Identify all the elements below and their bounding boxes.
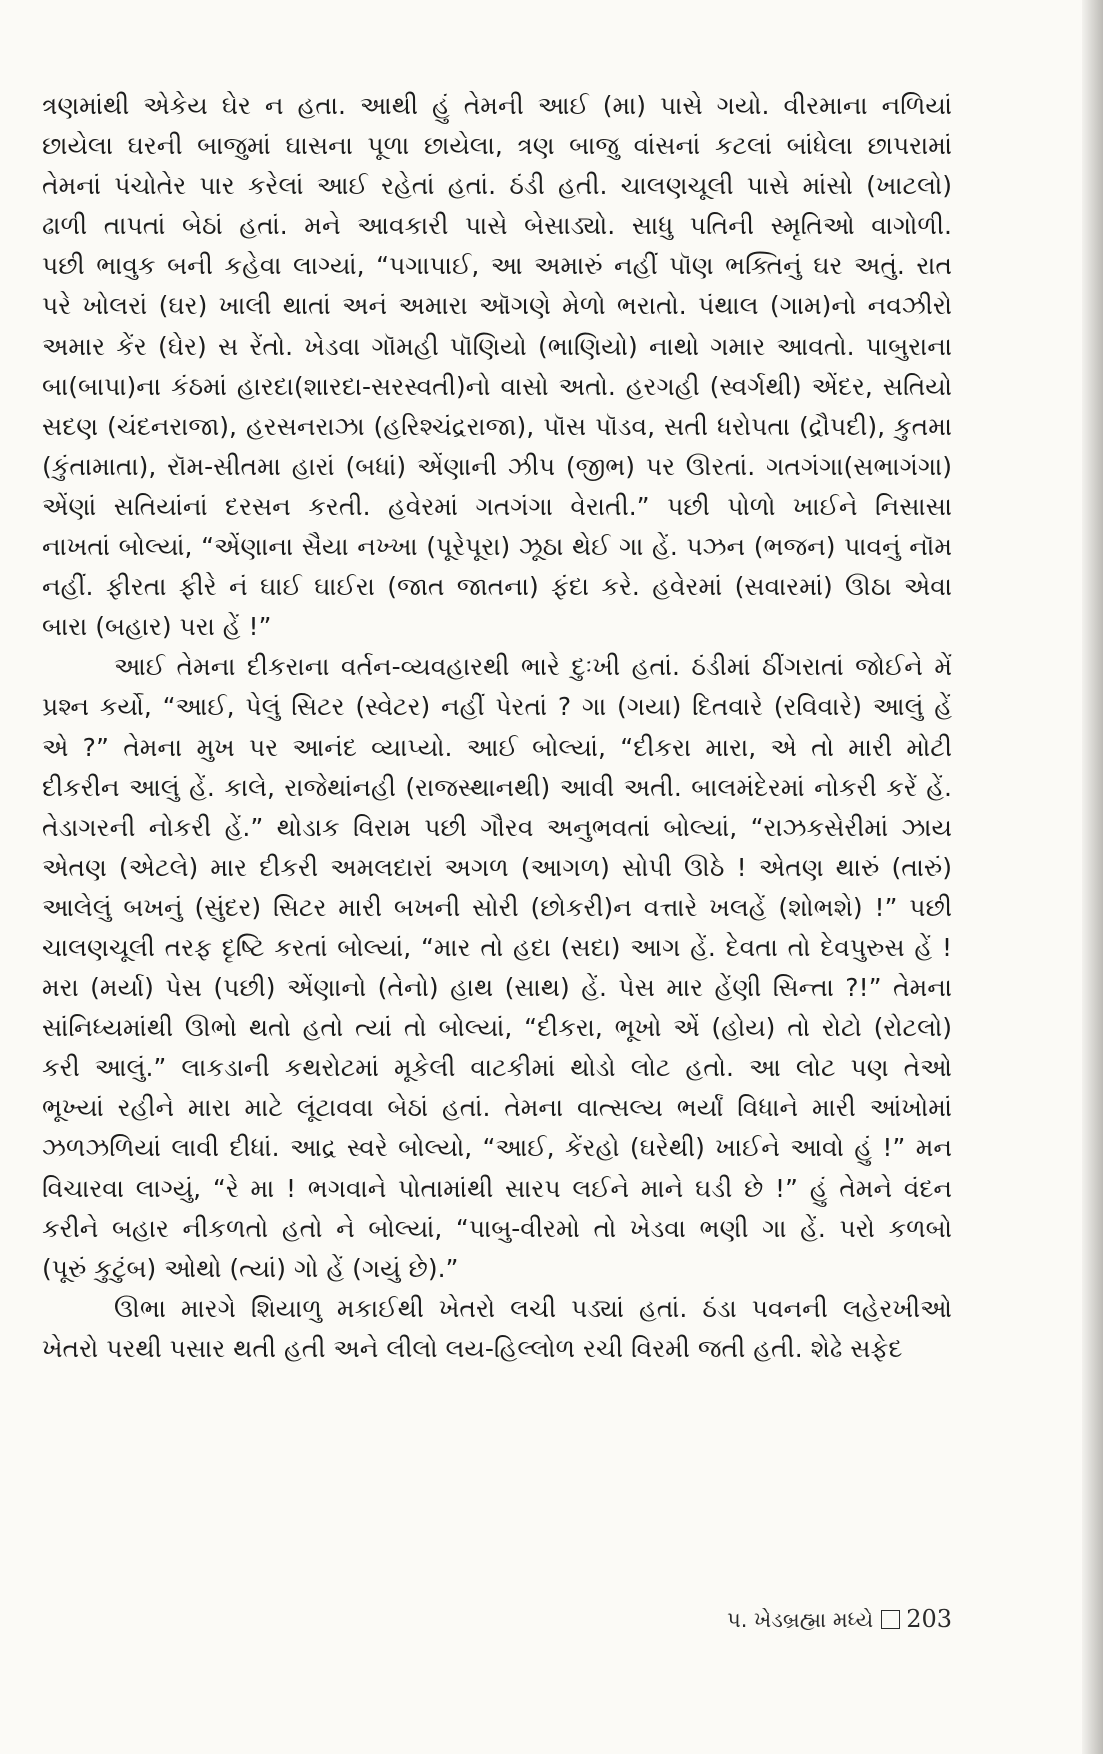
page-edge-shadow: [1082, 0, 1103, 1754]
text-line: આલેલું બખનું (સુંદર) સિટર મારી બખની સોરી (છોકરી)ન વત્તારે ખલહેં (શોભશે) !” પછી: [42, 892, 952, 922]
text-line: મરા (મર્યા) પેસ (પછી) એંણાનો (તેનો) હાથ (સાથ) હેં. પેસ માર હેંણી સિન્તા ?!” તેમના: [42, 973, 952, 1003]
text-line: સાંનિધ્યમાંથી ઊભો થતો હતો ત્યાં તો બોલ્યાં, “દીકરા, ભૂખો એં (હોય) તો રોટો (રોટલો): [42, 1013, 952, 1043]
text-line: એ ?” તેમના મુખ પર આનંદ વ્યાપ્યો. આઈ બોલ્યાં, “દીકરા મારા, એ તો મારી મોટી: [42, 732, 952, 762]
paragraph: [42, 86, 952, 647]
text-line: કરી આલું.” લાકડાની કથરોટમાં મૂકેલી વાટકીમાં થોડો લોટ હતો. આ લોટ પણ તેઓ: [42, 1053, 952, 1083]
text-line: ત્રણમાંથી એકેય ઘેર ન હતા. આથી હું તેમની આઈ (મા) પાસે ગયો. વીરમાના નળિયાં: [42, 91, 952, 120]
running-title: પ. ખેડબ્રહ્મા મધ્યે: [727, 1608, 874, 1632]
text-line: દીકરીન આલું હેં. કાલે, રાજેથાંનહી (રાજસ્થાનથી) આવી અતી. બાલમંદેરમાં નોકરી કરેં હેં.: [42, 772, 952, 802]
text-line: નહીં. ફીરતા ફીરે નં ઘાઈ ઘાઈરા (જાત જાતના) ફંદા કરે. હવેરમાં (સવારમાં) ઊઠા એવા: [42, 572, 952, 602]
separator-box-icon: [881, 1610, 900, 1629]
text-line: એંણાં સતિયાંનાં દરસન કરતી. હવેરમાં ગતગંગા વેરાતી.” પછી પોળો ખાઈને નિસાસા: [42, 491, 952, 521]
text-line: અમાર કેંર (ઘેર) સ રેંતો. ખેડવા ગૉમહી પૉણિયો (ભાણિયો) નાથો ગમાર આવતો. પાબુરાના: [42, 331, 952, 361]
text-line: (કુંતામાતા), રૉમ-સીતમા હારાં (બધાં) એંણાની ઝીપ (જીભ) પર ઊરતાં. ગતગંગા(સભાગંગા): [42, 451, 952, 481]
text-line: આઈ તેમના દીકરાના વર્તન-વ્યવહારથી ભારે દુઃખી હતાં. ઠંડીમાં ઠીંગરાતાં જોઈને મેં: [114, 652, 952, 682]
text-line: પરે ખોલરાં (ઘર) ખાલી થાતાં અનં અમારા ઑગણે મેળો ભરાતો. પંથાલ (ગામ)નો નવઝીરો: [42, 291, 952, 321]
page-number: 203: [906, 1605, 952, 1633]
text-line: ચાલણચૂલી તરફ દૃષ્ટિ કરતાં બોલ્યાં, “માર તો હદા (સદા) આગ હેં. દેવતા તો દેવપુરુસ હેં !: [42, 932, 952, 962]
text-line: એતણ (એટલે) માર દીકરી અમલદારાં અગળ (આગળ) સોપી ઊઠે ! એતણ થારું (તારું): [42, 852, 952, 882]
text-line: ભૂખ્યાં રહીને મારા માટે લૂંટાવવા બેઠાં હતાં. તેમના વાત્સલ્ય ભર્યાં વિધાને મારી આંખોમાં: [42, 1093, 952, 1123]
paragraph: [42, 647, 952, 1289]
paragraph: [42, 1289, 952, 1369]
text-line: પછી ભાવુક બની કહેવા લાગ્યાં, “પગાપાઈ, આ અમારું નહીં પૉણ ભક્તિનું ઘર અતું. રાત: [42, 251, 952, 281]
text-line: વિચારવા લાગ્યું, “રે મા ! ભગવાને પોતામાંથી સારપ લઈને માને ઘડી છે !” હું તેમને વંદન: [42, 1173, 952, 1203]
body-text: [42, 86, 952, 1369]
page-footer: [700, 1605, 952, 1633]
text-line: બારા (બહાર) પરા હેં !”: [42, 612, 272, 642]
text-line: પ્રશ્ન કર્યો, “આઈ, પેલું સિટર (સ્વેટર) નહીં પેરતાં ? ગા (ગયા) દિતવારે (રવિવારે) આલું હેં: [42, 692, 952, 722]
text-line: તેમનાં પંચોતેર પાર કરેલાં આઈ રહેતાં હતાં. ઠંડી હતી. ચાલણચૂલી પાસે માંસો (ખાટલો): [42, 171, 952, 201]
text-line: ઝળઝળિયાં લાવી દીધાં. આદ્ર સ્વરે બોલ્યો, “આઈ, કેંરહો (ઘરેથી) ખાઈને આવો હું !” મન: [42, 1133, 952, 1163]
text-line: બા(બાપા)ના કંઠમાં હારદા(શારદા-સરસ્વતી)નો વાસો અતો. હરગહી (સ્વર્ગથી) એંદર, સતિયો: [42, 371, 952, 401]
text-line: તેડાગરની નોકરી હેં.” થોડાક વિરામ પછી ગૌરવ અનુભવતાં બોલ્યાં, “રાઝકસેરીમાં ઝાય: [42, 812, 952, 842]
text-line: ખેતરો પરથી પસાર થતી હતી અને લીલો લય-હિલ્લોળ રચી વિરમી જતી હતી. શેઢે સફેદ: [42, 1333, 903, 1363]
text-line: સદણ (ચંદનરાજા), હરસનરાઝા (હરિશ્ચંદ્રરાજા), પૉસ પૉડવ, સતી ધરોપતા (દ્રૌપદી), કુતમા: [42, 411, 952, 441]
text-line: ઊભા મારગે શિયાળુ મકાઈથી ખેતરો લચી પડ્યાં હતાં. ઠંડા પવનની લહેરખીઓ: [114, 1293, 952, 1323]
text-line: કરીને બહાર નીકળતો હતો ને બોલ્યાં, “પાબુ-વીરમો તો ખેડવા ભણી ગા હેં. પરો કળબો: [42, 1213, 952, 1243]
text-line: છાયેલા ઘરની બાજુમાં ઘાસના પૂળા છાયેલા, ત્રણ બાજુ વાંસનાં કટલાં બાંધેલા છાપરામાં: [42, 131, 952, 161]
text-line: ઢાળી તાપતાં બેઠાં હતાં. મને આવકારી પાસે બેસાડ્યો. સાધુ પતિની સ્મૃતિઓ વાગોળી.: [42, 211, 952, 241]
text-line: નાખતાં બોલ્યાં, “એંણાના સૈયા નખ્ખા (પૂરેપૂરા) ઝૂઠા થેઈ ગા હેં. પઝન (ભજન) પાવનું નૉમ: [42, 532, 952, 562]
text-line: (પૂરું કુટુંબ) ઓથો (ત્યાં) ગો હેં (ગયું છે).”: [42, 1253, 459, 1283]
